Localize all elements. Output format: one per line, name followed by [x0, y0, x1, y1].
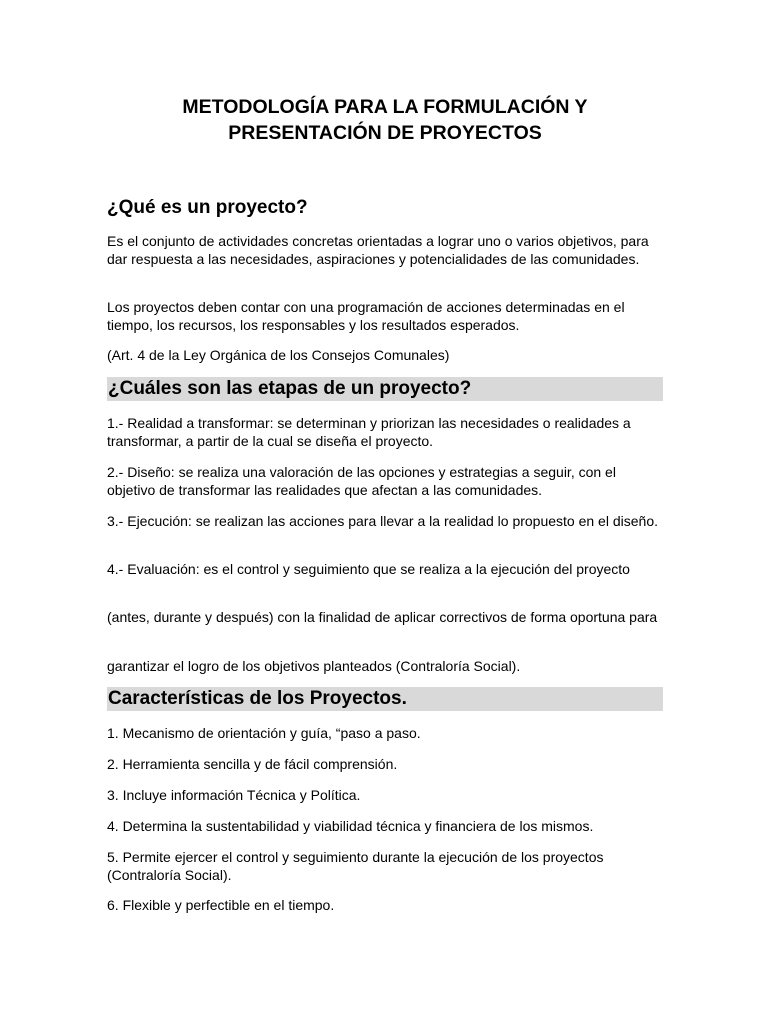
- paragraph-referencia-ley: (Art. 4 de la Ley Orgánica de los Consejos Comunales): [107, 347, 450, 363]
- list-item-etapa-4-final: garantizar el logro de los objetivos planteados (Contraloría Social).: [107, 658, 521, 674]
- title-line-2: PRESENTACIÓN DE PROYECTOS: [228, 122, 542, 144]
- heading-que-es-un-proyecto: ¿Qué es un proyecto?: [107, 197, 308, 218]
- list-item-caracteristica-3: 3. Incluye información Técnica y Política.: [107, 787, 361, 803]
- list-item-caracteristica-6: 6. Flexible y perfectible en el tiempo.: [107, 897, 335, 913]
- list-item-etapa-3: 3.- Ejecución: se realizan las acciones para llevar a la realidad lo propuesto en el diseño.: [107, 513, 658, 529]
- list-item-caracteristica-2: 2. Herramienta sencilla y de fácil comprensión.: [107, 756, 398, 772]
- list-item-etapa-1: 1.- Realidad a transformar: se determinan y priorizan las necesidades o realidades a transformar, a partir de la cual se diseña el proyecto.: [107, 415, 631, 449]
- document-title: [107, 94, 663, 146]
- list-item-caracteristica-1: 1. Mecanismo de orientación y guía, “paso a paso.: [107, 725, 421, 741]
- list-item-etapa-4-continuacion: (antes, durante y después) con la finalidad de aplicar correctivos de forma oportuna para: [107, 609, 658, 625]
- heading-etapas-del-proyecto: ¿Cuáles son las etapas de un proyecto?: [107, 377, 663, 401]
- list-item-etapa-4: 4.- Evaluación: es el control y seguimiento que se realiza a la ejecución del proyecto: [107, 561, 630, 577]
- list-item-caracteristica-4: 4. Determina la sustentabilidad y viabilidad técnica y financiera de los mismos.: [107, 818, 594, 834]
- list-item-etapa-2: 2.- Diseño: se realiza una valoración de las opciones y estrategias a seguir, con el objetivo de transformar las realidades que afectan a las comunidades.: [107, 464, 616, 498]
- heading-caracteristicas: Características de los Proyectos.: [107, 687, 663, 711]
- paragraph-definicion: Es el conjunto de actividades concretas orientadas a lograr uno o varios objetivos, para dar respuesta a las necesidades, aspiraciones y potencialidades de las comunidades.: [107, 233, 649, 267]
- title-line-1: METODOLOGÍA PARA LA FORMULACIÓN Y: [182, 96, 588, 118]
- list-item-caracteristica-5: 5. Permite ejercer el control y seguimiento durante la ejecución de los proyectos (Contraloría Social).: [107, 849, 604, 883]
- paragraph-programacion: Los proyectos deben contar con una programación de acciones determinadas en el tiempo, los recursos, los responsables y los resultados esperados.: [107, 299, 625, 333]
